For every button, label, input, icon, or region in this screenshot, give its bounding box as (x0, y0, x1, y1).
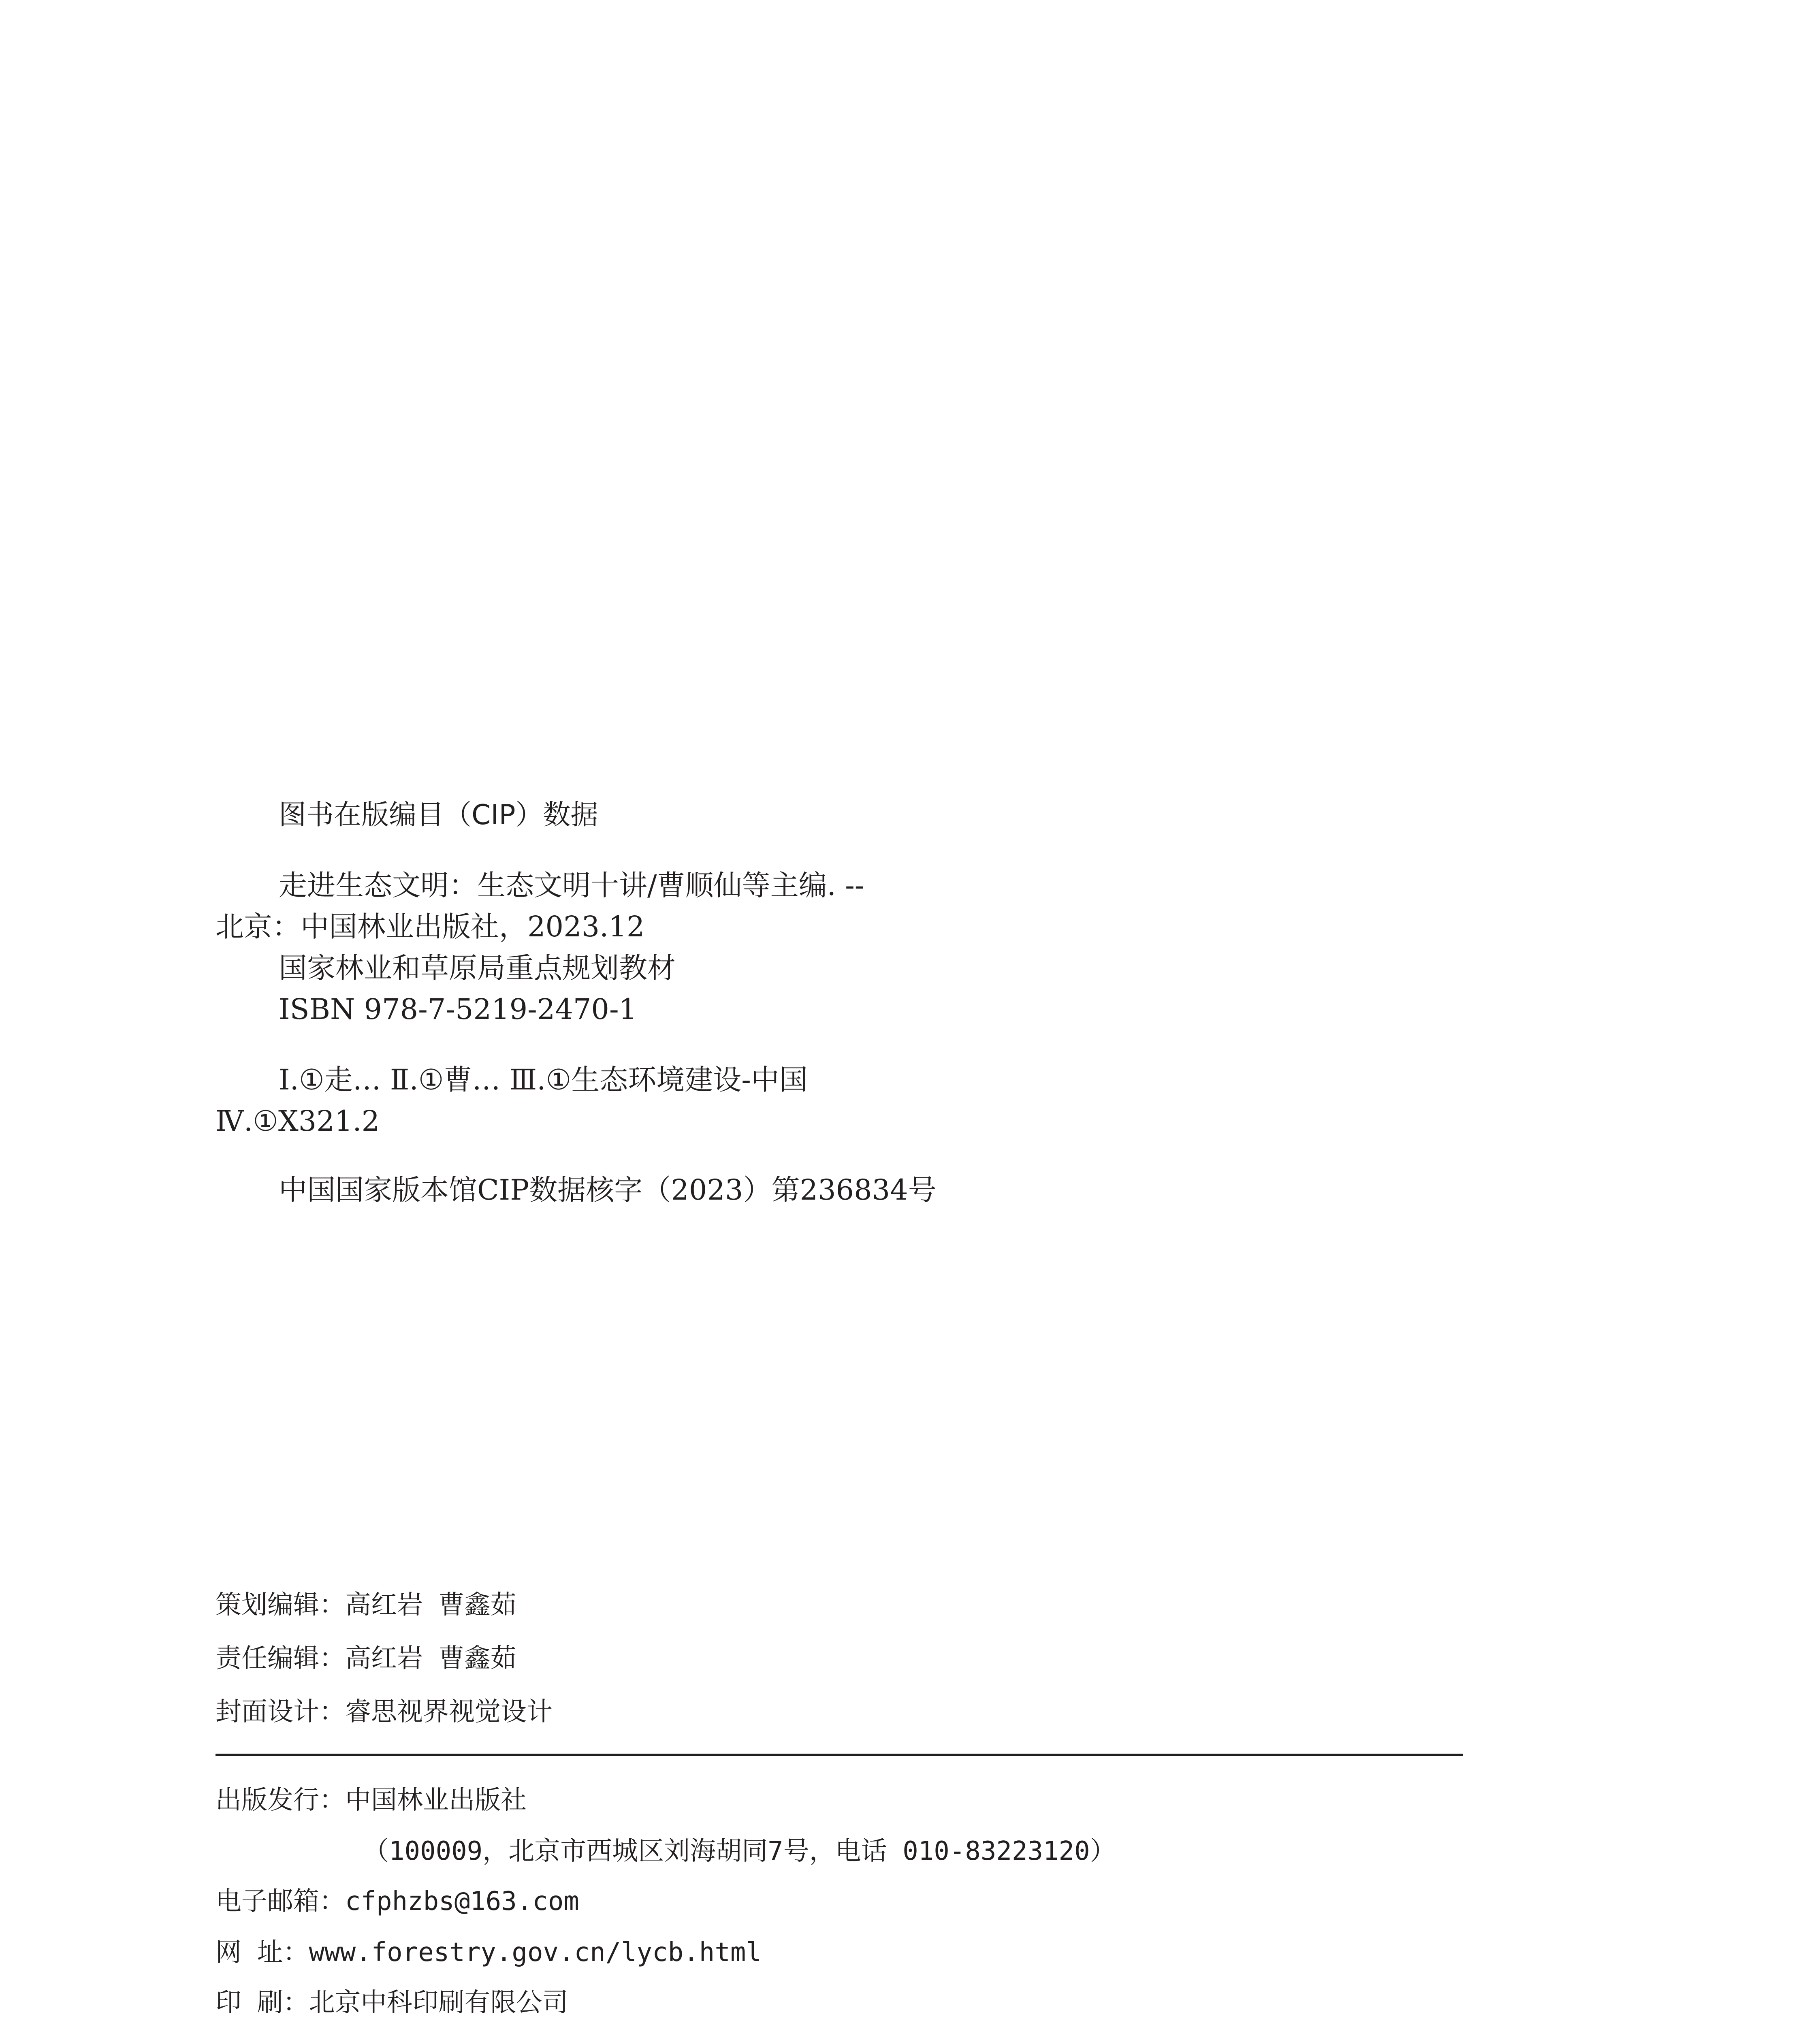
cover-design: 封面设计：睿思视界视觉设计 (215, 1697, 553, 1727)
publisher-line: 出版发行：中国林业出版社 (215, 1785, 527, 1815)
publisher-address: （100009，北京市西城区刘海胡同7号，电话 010-83223120） (363, 1836, 1116, 1866)
cip-series-line: 国家林业和草原局重点规划教材 (279, 951, 676, 985)
cip-record-number: 中国国家版本馆CIP数据核字（2023）第236834号 (279, 1173, 937, 1206)
website-line: 网 址：www.forestry.gov.cn/lycb.html (215, 1938, 762, 1967)
responsible-editor: 责任编辑：高红岩 曹鑫茹 (215, 1643, 516, 1673)
cip-heading: 图书在版编目（CIP）数据 (279, 799, 598, 831)
cip-isbn-line: ISBN 978-7-5219-2470-1 (279, 993, 637, 1026)
divider-rule (215, 1754, 1463, 1756)
cip-title-line: 走进生态文明：生态文明十讲/曹顺仙等主编. -- (279, 869, 864, 902)
printer-line: 印 刷：北京中科印刷有限公司 (215, 1988, 568, 2018)
planning-editor: 策划编辑：高红岩 曹鑫茹 (215, 1590, 516, 1620)
cip-subject-line: Ⅰ.①走… Ⅱ.①曹… Ⅲ.①生态环境建设-中国 (279, 1063, 808, 1096)
cip-classification-line: Ⅳ.①X321.2 (215, 1104, 380, 1138)
email-line: 电子邮箱：cfphzbs@163.com (215, 1886, 579, 1916)
cip-publisher-line: 北京：中国林业出版社，2023.12 (215, 910, 645, 943)
